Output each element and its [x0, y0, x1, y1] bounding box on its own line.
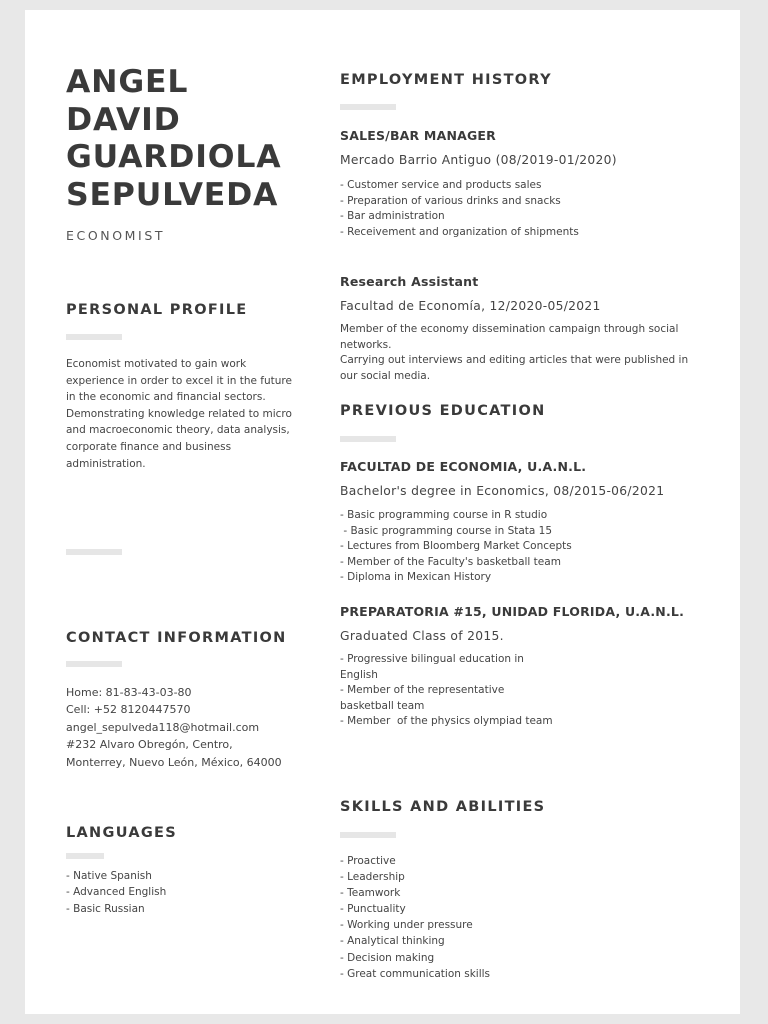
contact-email: angel_sepulveda118@hotmail.com — [66, 720, 260, 734]
section-divider — [66, 661, 122, 667]
job-duties-2 — [340, 322, 688, 384]
list-item: - Bar administration — [340, 210, 445, 223]
section-divider — [66, 334, 122, 340]
section-divider — [340, 832, 396, 838]
personal-profile-heading: PERSONAL PROFILE — [66, 302, 248, 318]
contact-address-line: Monterrey, Nuevo León, México, 64000 — [66, 755, 282, 769]
list-item: - Diploma in Mexican History — [340, 571, 492, 584]
job-place-1: Mercado Barrio Antiguo (08/2019-01/2020) — [340, 153, 617, 167]
list-item: - Progressive bilingual education in — [340, 653, 524, 665]
list-item: - Basic programming course in R studio — [340, 509, 548, 521]
name-line: SEPULVEDA — [66, 176, 279, 213]
job-title-1: SALES/BAR MANAGER — [340, 128, 497, 143]
list-item: networks. — [340, 338, 392, 351]
skill-item: - Punctuality — [340, 903, 406, 916]
language-item: - Advanced English — [66, 886, 167, 899]
list-item: our social media. — [340, 369, 431, 382]
contact-heading: CONTACT INFORMATION — [66, 630, 287, 646]
contact-phone-home: Home: 81-83-43-03-80 — [66, 686, 192, 699]
languages-heading: LANGUAGES — [66, 825, 177, 841]
list-item: Member of the economy dissemination campaign through social — [340, 323, 679, 335]
skill-item: - Teamwork — [340, 887, 401, 900]
school-title-1: FACULTAD DE ECONOMIA, U.A.N.L. — [340, 459, 587, 474]
skill-item: - Decision making — [340, 951, 435, 964]
skills-heading: SKILLS AND ABILITIES — [340, 799, 546, 815]
full-name — [66, 64, 316, 214]
language-item: - Native Spanish — [66, 870, 152, 882]
employment-heading: EMPLOYMENT HISTORY — [340, 72, 552, 88]
school-degree-2: Graduated Class of 2015. — [340, 629, 504, 643]
list-item: - Preparation of various drinks and snacks — [340, 194, 561, 207]
list-item: - Member of the Faculty's basketball team — [340, 555, 561, 568]
contact-list — [66, 684, 282, 771]
list-item: - Customer service and products sales — [340, 179, 542, 191]
skill-item: - Analytical thinking — [340, 935, 445, 948]
job-title-2: Research Assistant — [340, 274, 479, 289]
skill-item: - Working under pressure — [340, 919, 473, 932]
section-divider — [340, 436, 396, 442]
skill-item: - Proactive — [340, 855, 396, 867]
section-divider — [66, 853, 104, 859]
name-line: ANGEL — [66, 64, 189, 100]
contact-phone-cell: Cell: +52 8120447570 — [66, 703, 191, 717]
job-place-2: Facultad de Economía, 12/2020-05/2021 — [340, 299, 601, 313]
list-item: Carrying out interviews and editing articles that were published in — [340, 354, 689, 367]
list-item: - Member of the physics olympiad team — [340, 715, 553, 728]
school-items-1 — [340, 508, 572, 586]
school-title-2: PREPARATORIA #15, UNIDAD FLORIDA, U.A.N.L. — [340, 604, 685, 619]
list-item: - Basic programming course in Stata 15 — [340, 524, 553, 537]
name-line: DAVID — [66, 101, 181, 138]
skill-item: - Great communication skills — [340, 967, 491, 980]
school-degree-1: Bachelor's degree in Economics, 08/2015-06/2021 — [340, 484, 665, 498]
contact-address-line: #232 Alvaro Obregón, Centro, — [66, 738, 233, 752]
section-divider — [66, 549, 122, 555]
school-items-2 — [340, 652, 553, 730]
list-item: - Lectures from Bloomberg Market Concepts — [340, 540, 572, 553]
section-divider — [340, 104, 396, 110]
education-heading: PREVIOUS EDUCATION — [340, 403, 546, 419]
language-item: - Basic Russian — [66, 902, 145, 915]
list-item: English — [340, 668, 378, 681]
languages-list — [66, 868, 166, 917]
skill-item: - Leadership — [340, 871, 405, 884]
list-item: basketball team — [340, 699, 425, 712]
list-item: - Receivement and organization of shipments — [340, 225, 579, 238]
list-item: - Member of the representative — [340, 684, 505, 697]
name-line: GUARDIOLA — [66, 139, 282, 175]
job-duties-1 — [340, 178, 579, 240]
profile-text: Economist motivated to gain work experience in order to excel it in the future in the economic and financial sectors. Demonstrating knowledge related to micro and macroeconomic theory, data analysis, corporate finance and business administration. — [66, 358, 292, 470]
skills-list — [340, 853, 490, 982]
job-title: ECONOMIST — [66, 228, 166, 243]
